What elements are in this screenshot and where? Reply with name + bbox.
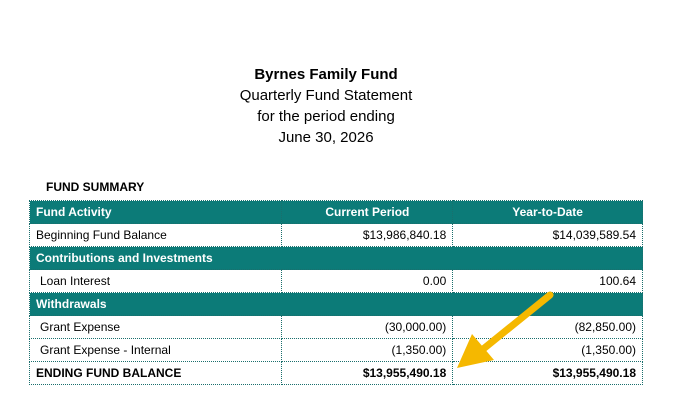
fund-summary-table (29, 200, 643, 385)
beginning-balance-ytd: $14,039,589.54 (453, 224, 643, 247)
ending-balance-label: ENDING FUND BALANCE (30, 362, 282, 385)
withdrawal-label: Grant Expense (30, 316, 282, 339)
contributions-header: Contributions and Investments (30, 247, 643, 270)
contribution-ytd: 100.64 (453, 270, 643, 293)
table-row (30, 339, 643, 362)
beginning-balance-current: $13,986,840.18 (282, 224, 453, 247)
period-line: for the period ending (257, 108, 395, 125)
table-header-row (30, 201, 643, 224)
withdrawal-ytd: (1,350.00) (453, 339, 643, 362)
ending-balance-current: $13,955,490.18 (282, 362, 453, 385)
ending-balance-ytd: $13,955,490.18 (453, 362, 643, 385)
withdrawal-ytd: (82,850.00) (453, 316, 643, 339)
contribution-current: 0.00 (282, 270, 453, 293)
ending-balance-row (30, 362, 643, 385)
withdrawal-current: (1,350.00) (282, 339, 453, 362)
contribution-label: Loan Interest (30, 270, 282, 293)
statement-title: Quarterly Fund Statement (239, 87, 413, 104)
withdrawal-current: (30,000.00) (282, 316, 453, 339)
withdrawals-header: Withdrawals (30, 293, 643, 316)
fund-summary-label: FUND SUMMARY (46, 180, 145, 194)
header-fund-activity: Fund Activity (30, 201, 282, 224)
period-date: June 30, 2026 (278, 129, 374, 146)
fund-name: Byrnes Family Fund (254, 66, 398, 83)
section-row (30, 293, 643, 316)
table-row (30, 224, 643, 247)
statement-header (0, 64, 652, 148)
withdrawal-label: Grant Expense - Internal (30, 339, 282, 362)
header-current-period: Current Period (282, 201, 453, 224)
header-year-to-date: Year-to-Date (453, 201, 643, 224)
beginning-balance-label: Beginning Fund Balance (30, 224, 282, 247)
table-row (30, 270, 643, 293)
section-row (30, 247, 643, 270)
table-row (30, 316, 643, 339)
